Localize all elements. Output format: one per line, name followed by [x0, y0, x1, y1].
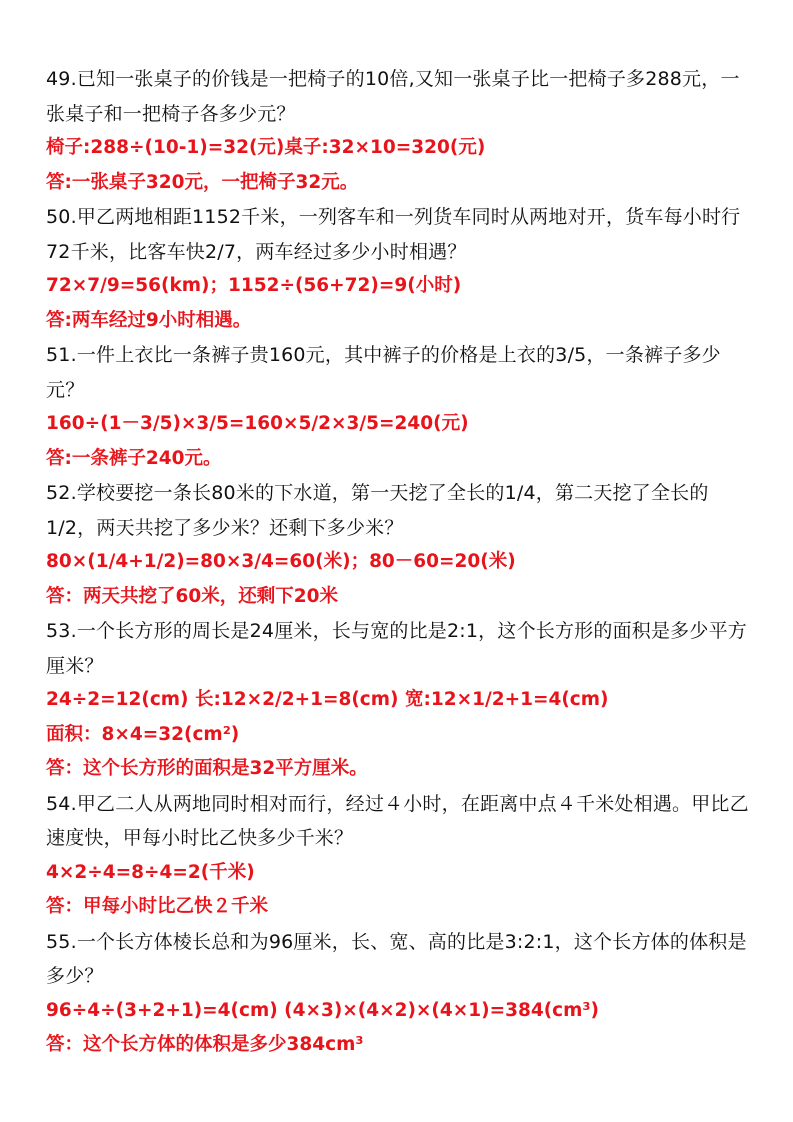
answer-line: 答：两天共挖了60米，还剩下20米 — [46, 585, 338, 607]
answer-line: 答:一张桌子320元，一把椅子32元。 — [46, 171, 359, 193]
question-text: 51.一件上衣比一条裤子贵160元，其中裤子的价格是上衣的3/5，一条裤子多少元？ — [46, 344, 721, 401]
solution-line: 4×2÷4=8÷4=2(千米) — [46, 861, 255, 883]
solution-line: 160÷(1－3/5)×3/5=160×5/2×3/5=240(元) — [46, 413, 469, 434]
question-text: 52.学校要挖一条长80米的下水道，第一天挖了全长的1/4，第二天挖了全长的1/2，两天共挖了多少米？还剩下多少米？ — [46, 482, 709, 539]
answer-line: 答：甲每小时比乙快２千米 — [46, 896, 269, 917]
problem-54 — [46, 787, 758, 925]
question-text: 49.已知一张桌子的价钱是一把椅子的10倍,又知一张桌子比一把椅子多288元，一张桌子和一把椅子各多少元？ — [46, 68, 740, 125]
problem-55 — [46, 925, 758, 1063]
solution-line: 80×(1/4+1/2)=80×3/4=60(米)；80－60=20(米) — [46, 551, 516, 572]
solution-line: 面积：8×4=32(cm²) — [46, 723, 240, 745]
question-text: 54.甲乙二人从两地同时相对而行，经过４小时，在距离中点４千米处相遇。甲比乙速度快，甲每小时比乙快多少千米？ — [46, 792, 749, 849]
solution-line: 96÷4÷(3+2+1)=4(cm) (4×3)×(4×2)×(4×1)=384(cm³) — [46, 999, 599, 1021]
answer-line: 答:两车经过9小时相遇。 — [46, 309, 252, 331]
problem-49 — [46, 62, 758, 200]
question-text: 50.甲乙两地相距1152千米，一列客车和一列货车同时从两地对开，货车每小时行72千米，比客车快2/7，两车经过多少小时相遇？ — [46, 206, 741, 263]
question-text: 53.一个长方形的周长是24厘米，长与宽的比是2:1，这个长方形的面积是多少平方厘米？ — [46, 620, 747, 677]
problem-53 — [46, 614, 758, 787]
answer-line: 答:一条裤子240元。 — [46, 447, 222, 469]
problem-50 — [46, 200, 758, 338]
problem-52 — [46, 476, 758, 614]
solution-line: 椅子:288÷(10-1)=32(元)桌子:32×10=320(元) — [46, 137, 486, 158]
question-text: 55.一个长方体棱长总和为96厘米，长、宽、高的比是3:2:1，这个长方体的体积是多少？ — [46, 930, 747, 987]
answer-line: 答：这个长方体的体积是多少384cm³ — [46, 1034, 364, 1055]
worksheet-page — [46, 62, 758, 1063]
solution-line: 24÷2=12(cm) 长:12×2/2+1=8(cm) 宽:12×1/2+1=4(cm) — [46, 689, 609, 710]
solution-line: 72×7/9=56(km)；1152÷(56+72)=9(小时) — [46, 275, 462, 296]
answer-line: 答：这个长方形的面积是32平方厘米。 — [46, 758, 368, 779]
problem-51 — [46, 338, 758, 476]
